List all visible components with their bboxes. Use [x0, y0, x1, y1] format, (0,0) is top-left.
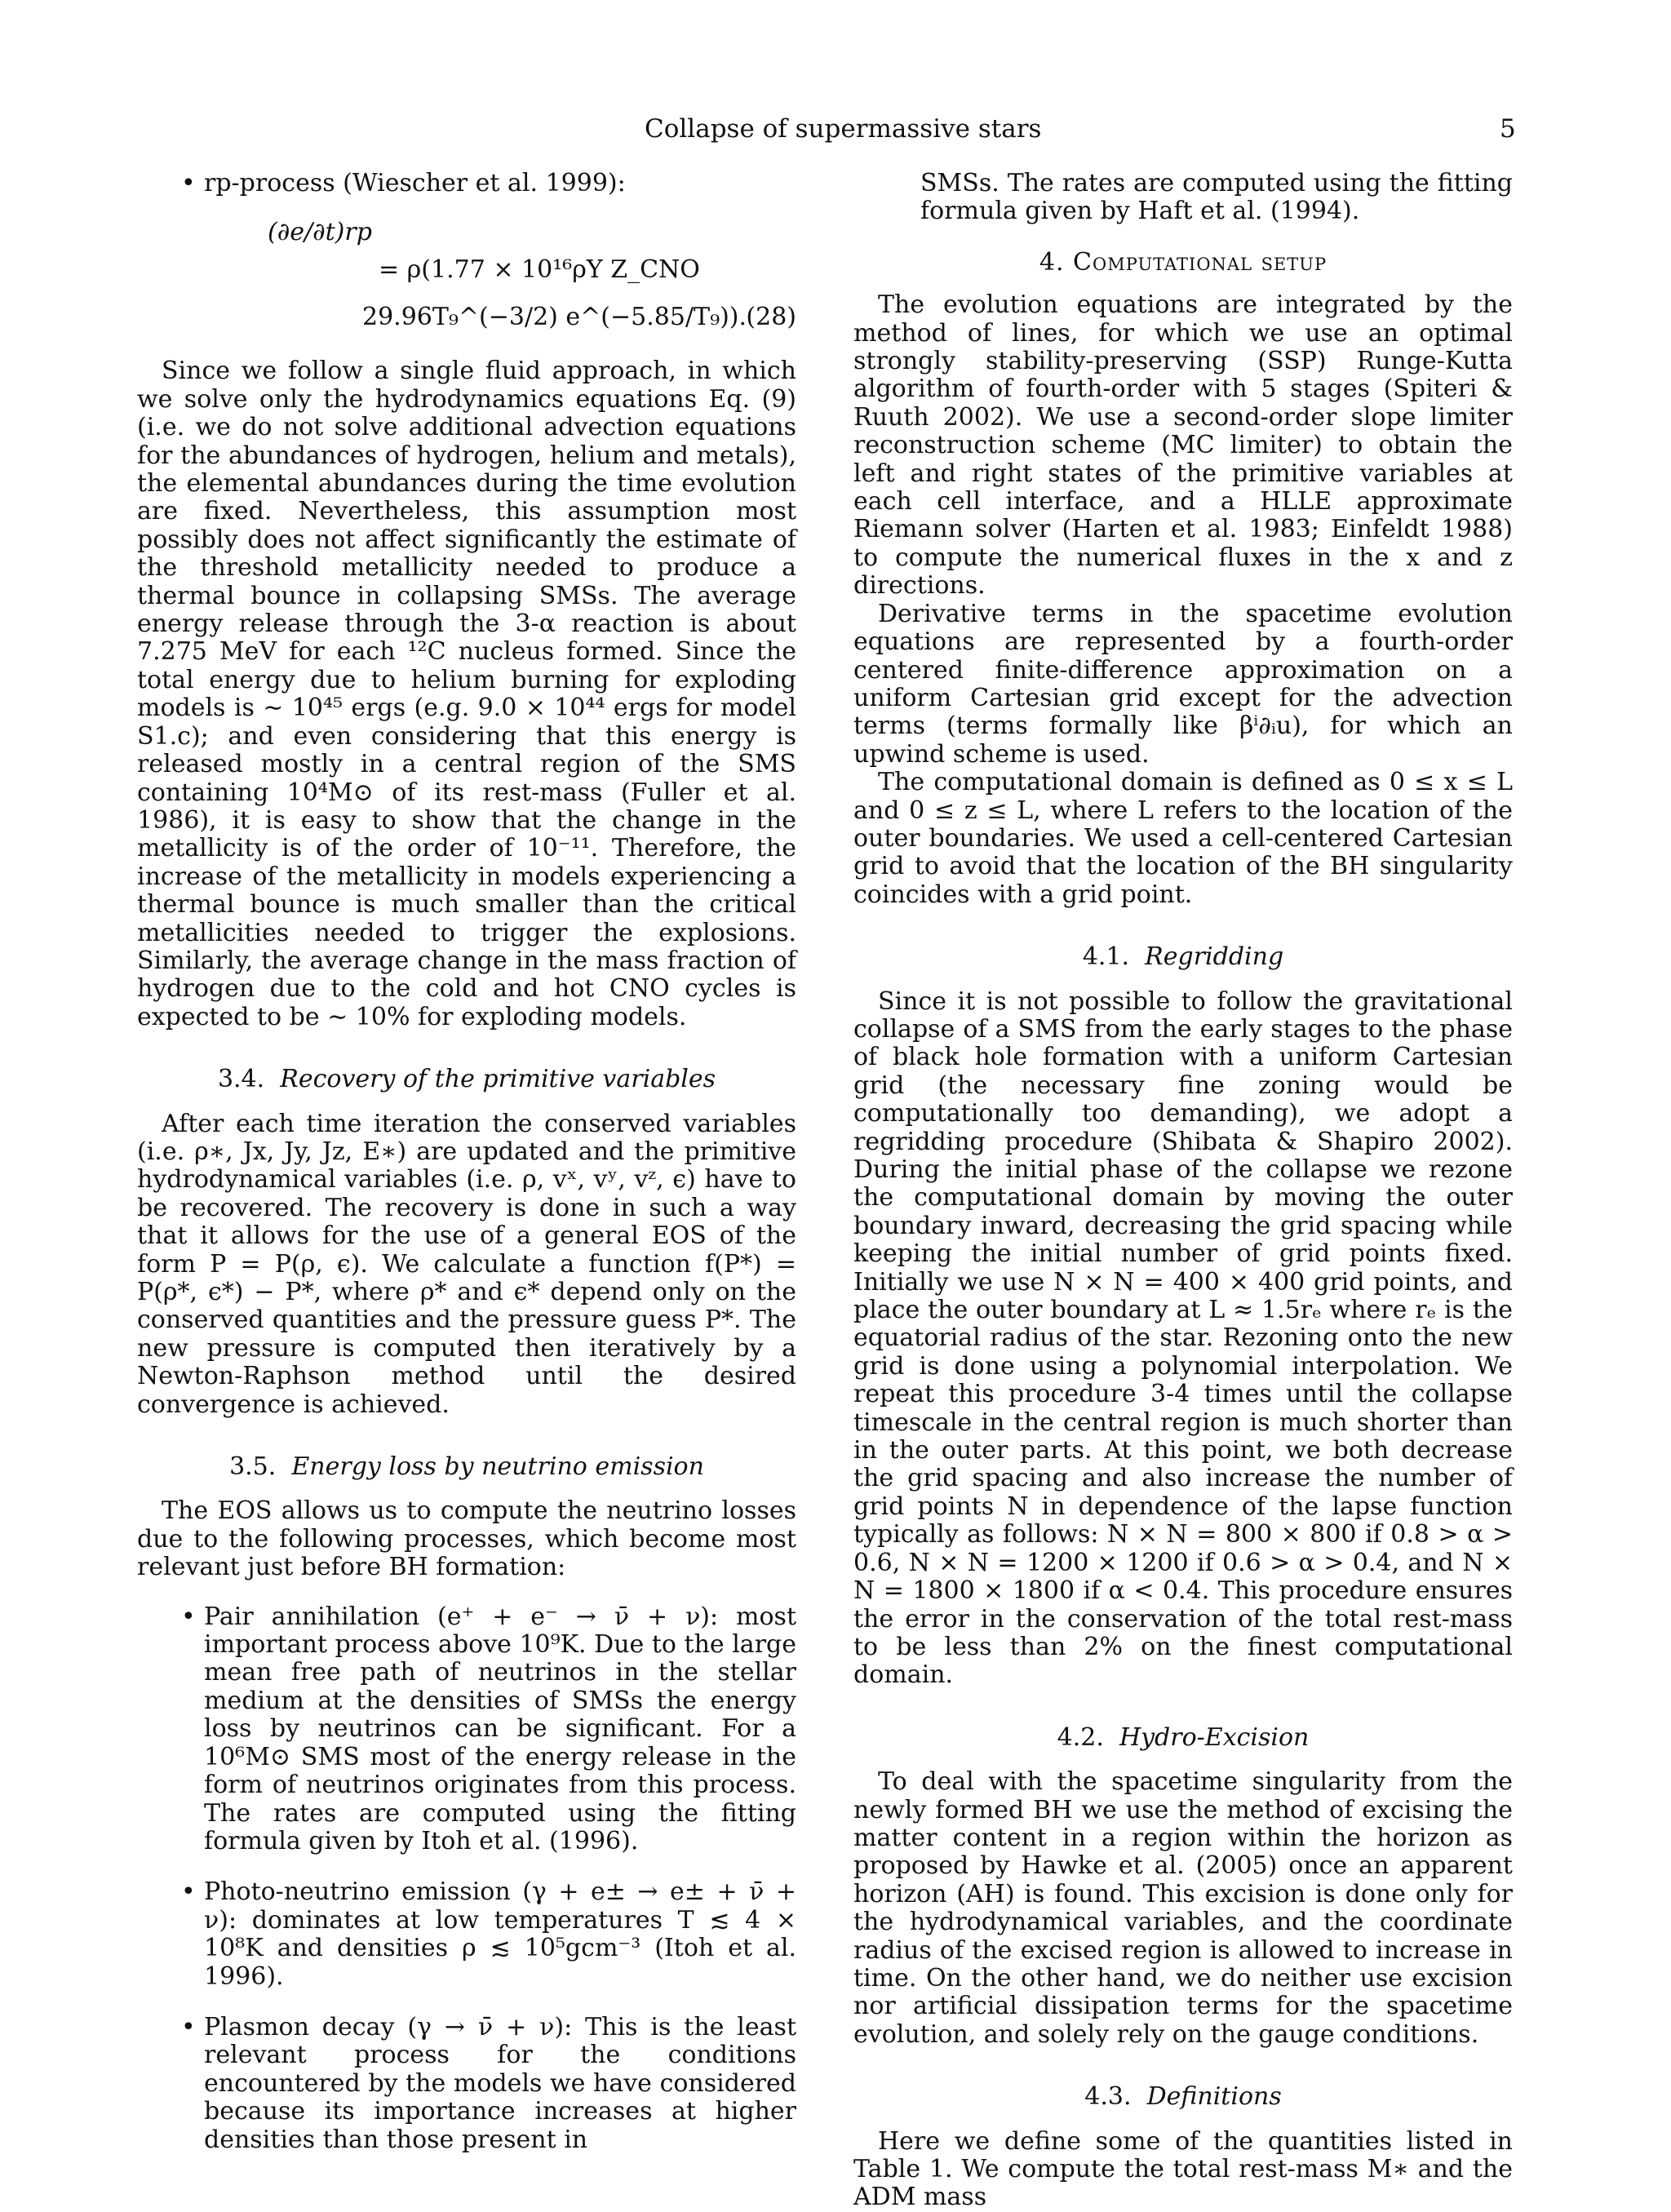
paragraph-single-fluid: Since we follow a single fluid approach, in which we solve only the hydrodynamics equations Eq. (9) (i.e. we do not solve additional advection equations for the abundances of hydrogen, helium and metals), the elemental abundances during the time evolution are fixed. Nevertheless, this assumption most possibly does not affect significantly the estimate of the threshold metallicity needed to produce a thermal bounce in collapsing SMSs. The average energy release through the 3-α reaction is about 7.275 MeV for each ¹²C nucleus formed. Since the total energy due to helium burning for exploding models is ∼ 10⁴⁵ ergs (e.g. 9.0 × 10⁴⁴ ergs for model S1.c); and even considering that this energy is released mostly in a central region of the SMS containing 10⁴M⊙ of its rest-mass (Fuller et al. 1986), it is easy to show that the change in the metallicity is of the order of 10⁻¹¹. Therefore, the increase of the metallicity in models experiencing a thermal bounce is much smaller than the critical metallicities needed to trigger the explosions. Similarly, the average change in the mass fraction of hydrogen due to the cold and hot CNO cycles is expected to be ∼ 10% for exploding models.	[137, 357, 796, 1031]
running-title: Collapse of supermassive stars	[645, 114, 1042, 144]
bullet-rp-process: • rp-process (Wiescher et al. 1999):	[181, 169, 626, 197]
section-heading-3-4: 3.4. Recovery of the primitive variables	[217, 1065, 716, 1094]
left-column	[137, 170, 796, 2154]
paragraph-definitions: Here we define some of the quantities listed in Table 1. We compute the total rest-mass M∗ and the ADM mass	[853, 2126, 1513, 2212]
bullet-dot-icon: •	[181, 2012, 196, 2041]
paragraph-excision: To deal with the spacetime singularity from the newly formed BH we use the method of excising the matter content in a region within the horizon as proposed by Hawke et al. (2005) once an apparent horizon (AH) is found. This excision is done only for the hydrodynamical variables, and the coordinate radius of the excised region is allowed to increase in time. On the other hand, we do neither use excision nor artificial dissipation terms for the spacetime evolution, and solely rely on the gauge conditions.	[853, 1767, 1513, 2049]
section-heading-4-1: 4.1. Regridding	[1082, 942, 1284, 972]
bullet-photo-neutrino: • Photo-neutrino emission (γ + e± → e± + ν̄ + ν): dominates at low temperatures T ≲ 4 × 10⁸K and densities ρ ≲ 10⁵gcm⁻³ (Itoh et al. 1996).	[181, 1877, 796, 1991]
paragraph-eos: The EOS allows us to compute the neutrino losses due to the following processes, which become most relevant just before BH formation:	[137, 1496, 796, 1582]
bullet-pair-annihilation: • Pair annihilation (e⁺ + e⁻ → ν̄ + ν): most important process above 10⁹K. Due to the large mean free path of neutrinos in the stellar medium at the densities of SMSs the energy loss by neutrinos can be significant. For a 10⁶M⊙ SMS most of the energy release in the form of neutrinos originates from this process. The rates are computed using the fitting formula given by Itoh et al. (1996).	[181, 1602, 796, 1855]
bullet-continuation: SMSs. The rates are computed using the fitting formula given by Haft et al. (1994).	[920, 169, 1513, 226]
section-heading-4-3: 4.3. Definitions	[1084, 2082, 1282, 2112]
page-number: 5	[1500, 114, 1516, 144]
section-heading-3-5: 3.5. Energy loss by neutrino emission	[229, 1452, 704, 1482]
paragraph-domain: The computational domain is defined as 0 ≤ x ≤ L and 0 ≤ z ≤ L, where L refers to the location of the outer boundaries. We used a cell-centered Cartesian grid to avoid that the location of the BH singularity coincides with a grid point.	[853, 768, 1513, 909]
equation-line-2: 29.96T₉^(−3/2) e^(−5.85/T₉)).	[362, 303, 747, 332]
section-heading-4: 4. Computational setup	[1039, 247, 1327, 277]
paragraph-derivative: Derivative terms in the spacetime evolution equations are represented by a fourth-order centered finite-difference approximation on a uniform Cartesian grid except for the advection terms (terms formally like βⁱ∂ᵢu), for which an upwind scheme is used.	[853, 599, 1513, 769]
bullet-dot-icon: •	[181, 1602, 196, 1631]
paragraph-regridding: Since it is not possible to follow the gravitational collapse of a SMS from the early stages to the phase of black hole formation with a uniform Cartesian grid (the necessary fine zoning would be computationally too demanding), we adopt a regridding procedure (Shibata & Shapiro 2002). During the initial phase of the collapse we rezone the computational domain by moving the outer boundary inward, decreasing the grid spacing while keeping the initial number of grid points fixed. Initially we use N × N = 400 × 400 grid points, and place the outer boundary at L ≈ 1.5rₑ where rₑ is the equatorial radius of the star. Rezoning onto the new grid is done using a polynomial interpolation. We repeat this procedure 3-4 times until the collapse timescale in the central region is much shorter than in the outer parts. At this point, we both decrease the grid spacing and also increase the number of grid points N in dependence of the lapse function typically as follows: N × N = 800 × 800 if 0.8 > α > 0.6, N × N = 1200 × 1200 if 0.6 > α > 0.4, and N × N = 1800 × 1800 if α < 0.4. This procedure ensures the error in the conservation of the total rest-mass to be less than 2% on the finest computational domain.	[853, 986, 1513, 1690]
bullet-dot-icon: •	[181, 169, 196, 197]
equation-line-1: = ρ(1.77 × 10¹⁶ρY Z_CNO	[379, 255, 700, 285]
equation-number: (28)	[746, 303, 796, 332]
section-heading-4-2: 4.2. Hydro-Excision	[1057, 1722, 1310, 1752]
paragraph-evolution: The evolution equations are integrated by the method of lines, for which we use an optimal strongly stability-preserving (SSP) Runge-Kutta algorithm of fourth-order with 5 stages (Spiteri & Ruuth 2002). We use a second-order slope limiter reconstruction scheme (MC limiter) to obtain the left and right states of the primitive variables at each cell interface, and a HLLE approximate Riemann solver (Harten et al. 1983; Einfeldt 1988) to compute the numerical fluxes in the x and z directions.	[853, 290, 1513, 601]
paragraph-recovery: After each time iteration the conserved variables (i.e. ρ∗, Jx, Jy, Jz, E∗) are updated and the primitive hydrodynamical variables (i.e. ρ, vˣ, vʸ, vᶻ, ϵ) have to be recovered. The recovery is done in such a way that it allows for the use of a general EOS of the form P = P(ρ, ϵ). We calculate a function f(P*) = P(ρ*, ϵ*) − P*, where ρ* and ϵ* depend only on the conserved quantities and the pressure guess P*. The new pressure is computed then iteratively by a Newton-Raphson method until the desired convergence is achieved.	[137, 1109, 796, 1419]
equation-lhs: (∂e/∂t)rp	[268, 218, 372, 247]
bullet-dot-icon: •	[181, 1877, 196, 1907]
right-column	[853, 170, 1513, 2212]
equation-28	[137, 202, 796, 339]
bullet-plasmon-decay: • Plasmon decay (γ → ν̄ + ν): This is the least relevant process for the conditions encountered by the models we have considered because its importance increases at higher densities than those present in	[181, 2012, 796, 2154]
